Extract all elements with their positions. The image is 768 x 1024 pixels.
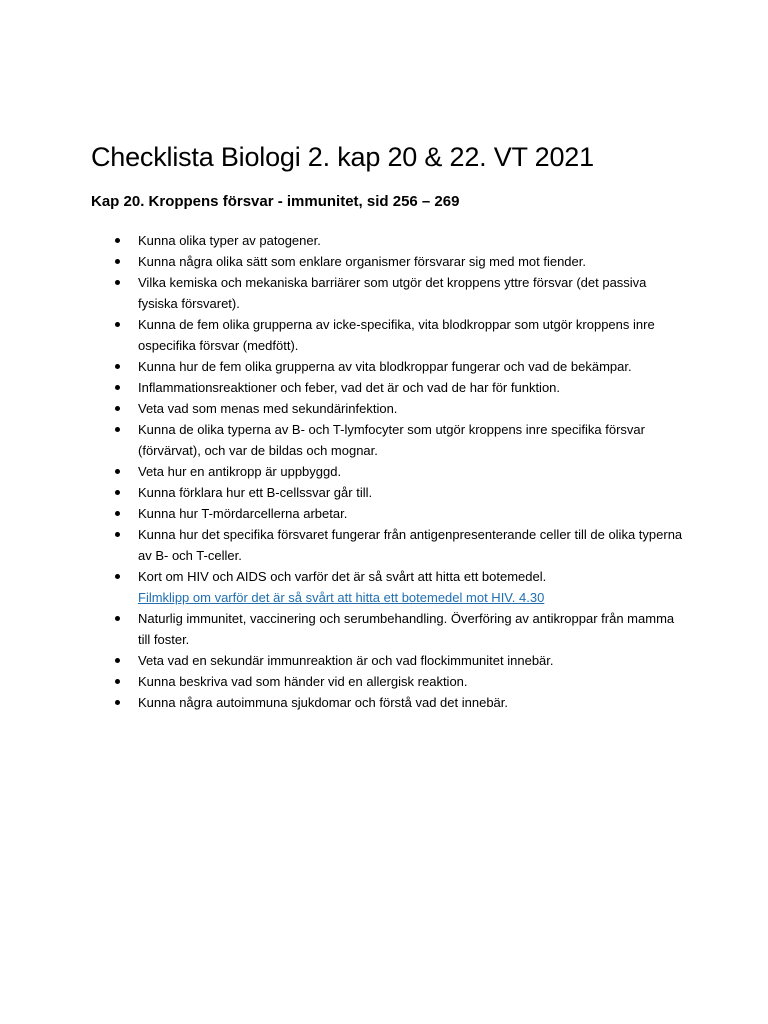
checklist-item [114, 671, 684, 692]
bullet-icon [115, 385, 120, 390]
checklist-item [114, 482, 684, 503]
checklist-item-text: Kort om HIV och AIDS och varför det är så svårt att hitta ett botemedel. [138, 569, 547, 584]
checklist-item-text: Naturlig immunitet, vaccinering och serumbehandling. Överföring av antikroppar från mamma till foster. [138, 611, 675, 647]
checklist-item [114, 272, 684, 314]
hiv-video-link[interactable]: Filmklipp om varför det är så svårt att hitta ett botemedel mot HIV. 4.30 [138, 590, 545, 605]
bullet-icon [115, 364, 120, 369]
checklist-item [114, 650, 684, 671]
bullet-icon [115, 679, 120, 684]
bullet-icon [115, 511, 120, 516]
bullet-icon [115, 280, 120, 285]
checklist-item [114, 566, 684, 608]
checklist-item-text: Kunna hur de fem olika grupperna av vita blodkroppar fungerar och vad de bekämpar. [138, 359, 632, 374]
checklist-item-text: Kunna hur T-mördarcellerna arbetar. [138, 506, 348, 521]
checklist-item-text: Kunna beskriva vad som händer vid en allergisk reaktion. [138, 674, 468, 689]
bullet-icon [115, 658, 120, 663]
checklist-item [114, 692, 684, 713]
checklist-item-text: Kunna några autoimmuna sjukdomar och förstå vad det innebär. [138, 695, 509, 710]
checklist-item [114, 230, 684, 251]
checklist-item-text: Kunna hur det specifika försvaret fungerar från antigenpresenterande celler till de olika typerna av B- och T-celler. [138, 527, 683, 563]
bullet-icon [115, 700, 120, 705]
checklist-item-text: Veta vad som menas med sekundärinfektion. [138, 401, 398, 416]
checklist-item-text: Kunna förklara hur ett B-cellssvar går till. [138, 485, 373, 500]
checklist-item-text: Vilka kemiska och mekaniska barriärer som utgör det kroppens yttre försvar (det passiva fysiska försvaret). [138, 275, 647, 311]
bullet-icon [115, 616, 120, 621]
checklist-item [114, 419, 684, 461]
bullet-icon [115, 238, 120, 243]
checklist-item [114, 608, 684, 650]
bullet-icon [115, 322, 120, 327]
section-heading: Kap 20. Kroppens försvar - immunitet, sid 256 – 269 [91, 193, 460, 210]
checklist-item [114, 377, 684, 398]
checklist-item [114, 461, 684, 482]
bullet-icon [115, 406, 120, 411]
checklist-item-text: Inflammationsreaktioner och feber, vad det är och vad de har för funktion. [138, 380, 561, 395]
checklist-item [114, 251, 684, 272]
bullet-icon [115, 469, 120, 474]
checklist-item-text: Kunna olika typer av patogener. [138, 233, 321, 248]
checklist-item-text: Veta hur en antikropp är uppbyggd. [138, 464, 342, 479]
checklist-item-text: Kunna några olika sätt som enklare organismer försvarar sig med mot fiender. [138, 254, 586, 269]
bullet-icon [115, 490, 120, 495]
checklist-item [114, 356, 684, 377]
checklist-item-text: Veta vad en sekundär immunreaktion är och vad flockimmunitet innebär. [138, 653, 554, 668]
checklist-item-text: Kunna de olika typerna av B- och T-lymfocyter som utgör kroppens inre specifika försvar (förvärvat), och var de bildas och mognar. [138, 422, 645, 458]
bullet-icon [115, 532, 120, 537]
checklist-item [114, 503, 684, 524]
checklist [114, 230, 684, 713]
document-title: Checklista Biologi 2. kap 20 & 22. VT 2021 [91, 142, 594, 172]
bullet-icon [115, 427, 120, 432]
bullet-icon [115, 259, 120, 264]
checklist-item [114, 524, 684, 566]
checklist-item [114, 398, 684, 419]
checklist-item-text: Kunna de fem olika grupperna av icke-specifika, vita blodkroppar som utgör kroppens inre ospecifika försvar (medfött). [138, 317, 655, 353]
checklist-item [114, 314, 684, 356]
bullet-icon [115, 574, 120, 579]
